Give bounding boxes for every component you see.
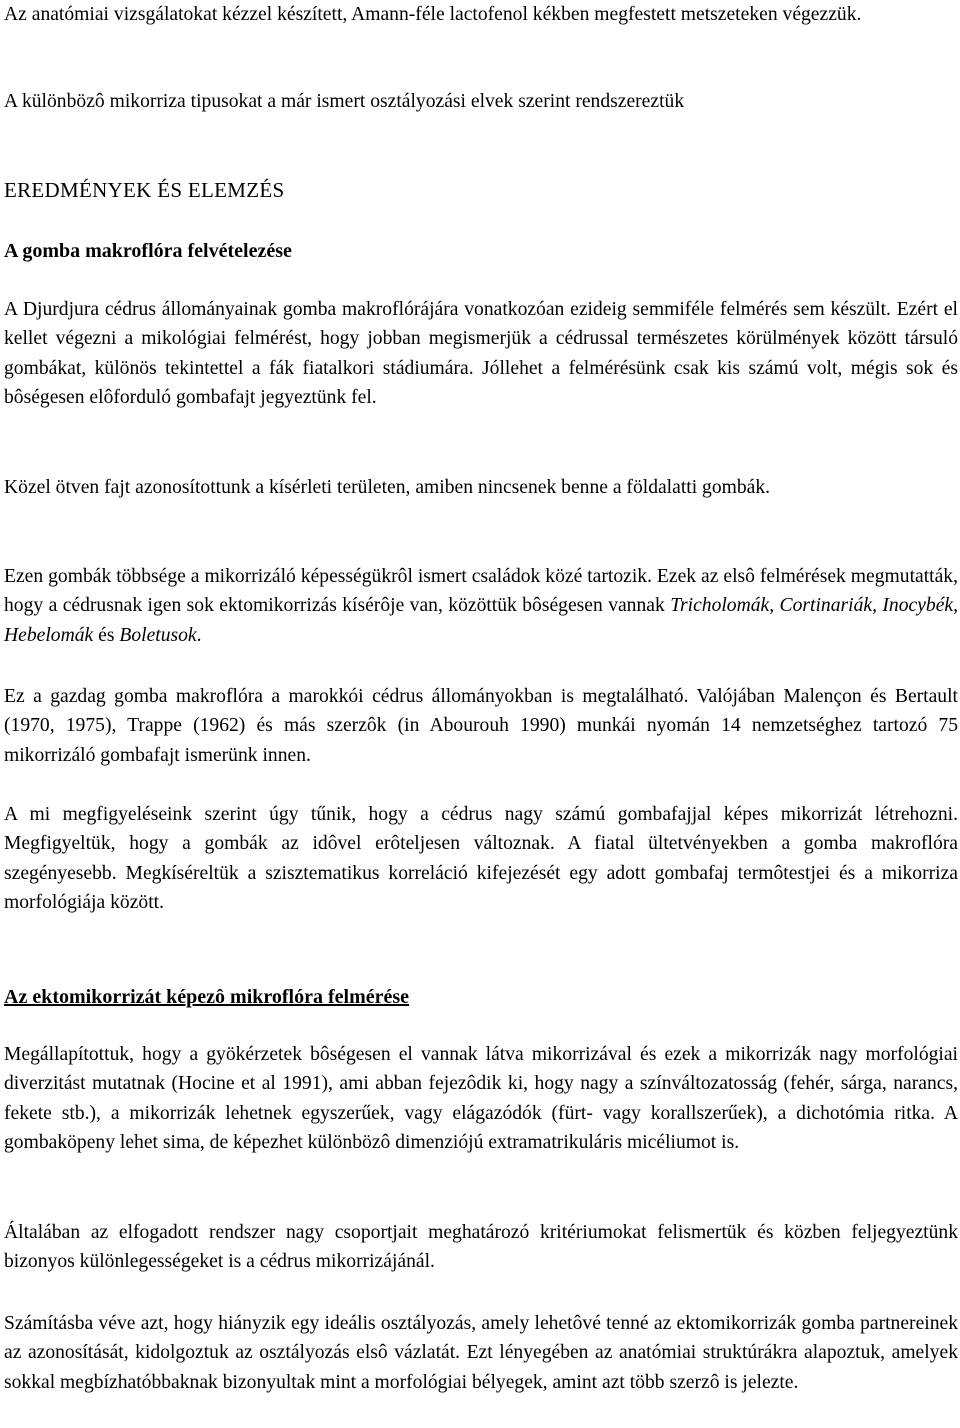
results-paragraph-families bbox=[4, 562, 958, 650]
results-paragraph-survey: A Djurdjura cédrus állományainak gomba makroflórájára vonatkozóan ezideig semmiféle felmérés sem készült. Ezért el kellet végezni a mikológiai felmérést, hogy jobban megismerjük a cédrussal természetes körülmények között társuló gombákat, különös tekintettel a fák fiatalkori stádiumára. Jóllehet a felmérésünk csak kis számú volt, mégis sok és bôségesen elôforduló gombafajt jegyeztünk fel. bbox=[4, 299, 958, 409]
intro-paragraph-classification: A különbözô mikorriza tipusokat a már ismert osztályozási elvek szerint rendszereztük bbox=[4, 91, 685, 112]
taxa-list-italic: Tricholomák, Cortinariák, Inocybék, Hebelomák bbox=[4, 595, 958, 646]
ecto-heading: Az ektomikorrizát képezô mikroflóra felmérése bbox=[4, 986, 410, 1008]
ecto-paragraph-classification: Számításba véve azt, hogy hiányzik egy ideális osztályozás, amely lehetôvé tenné az ektomikorrizák gomba partnereinek az azonosítását, kidolgoztuk az osztályozás elsô vázlatát. Ezt lényegében az anatómiai struktúrákra alapoztuk, amelyek sokkal megbízhatóbbaknak bizonyultak mint a morfológiai bélyegek, amint azt több szerzô is jelezte. bbox=[4, 1313, 958, 1393]
families-text-start: Ezen gombák többsége a mikorrizáló képességükrôl ismert családok közé tartozik. Ezek az elsô felmérések megmutatták, hogy a cédrusnak igen sok ektomikorrizás kísérôje van, közöttük bôségesen vannak bbox=[4, 566, 958, 617]
intro-paragraph-staining: Az anatómiai vizsgálatokat kézzel készített, Amann-féle lactofenol kékben megfestett metszeteken végezzük. bbox=[4, 4, 862, 25]
taxa-boletus-italic: Boletusok bbox=[119, 624, 197, 646]
results-paragraph-observations: A mi megfigyeléseink szerint úgy tűnik, hogy a cédrus nagy számú gombafajjal képes mikorrizát létrehozni. Megfigyeltük, hogy a gombák az idôvel erôteljesen változnak. A fiatal ültetvényekben a gomba makroflóra szegényesebb. Megkíséreltük a szisztematikus korreláció kifejezését egy adott gombafaj termôtestjei és a mikorriza morfológiája között. bbox=[4, 804, 958, 914]
ecto-paragraph-criteria: Általában az elfogadott rendszer nagy csoportjait meghatározó kritériumokat felismertük és közben feljegyeztünk bizonyos különlegességeket is a cédrus mikorrizájánál. bbox=[4, 1222, 958, 1273]
results-paragraph-species-count: Közel ötven fajt azonosítottunk a kísérleti területen, amiben nincsenek benne a földalatti gombák. bbox=[4, 477, 771, 498]
ecto-paragraph-diversity: Megállapítottuk, hogy a gyökérzetek bôségesen el vannak látva mikorrizával és ezek a mikorrizák nagy morfológiai diverzitást mutatnak (Hocine et al 1991), ami abban fejezôdik ki, hogy nagy a színváltozatosság (fehér, sárga, narancs, fekete stb.), a mikorrizák lehetnek egyszerűek, vagy elágazódók (fürt- vagy korallszerűek), a dichotómia ritka. A gombaköpeny lehet sima, de képezhet különbözô dimenziójú extramatrikuláris micéliumot is. bbox=[4, 1044, 958, 1154]
results-subheading: A gomba makroflóra felvételezése bbox=[4, 240, 292, 262]
results-paragraph-morocco: Ez a gazdag gomba makroflóra a marokkói cédrus állományokban is megtalálható. Valójában Malençon és Bertault (1970, 1975), Trappe (1962) és más szerzôk (in Abourouh 1990) munkái nyomán 14 nemzetséghez tartozó 75 mikorrizáló gombafajt ismerünk innen. bbox=[4, 686, 958, 766]
families-text-conj: és bbox=[93, 624, 120, 646]
families-text-end: . bbox=[196, 624, 202, 646]
results-heading: EREDMÉNYEK ÉS ELEMZÉS bbox=[4, 178, 285, 202]
